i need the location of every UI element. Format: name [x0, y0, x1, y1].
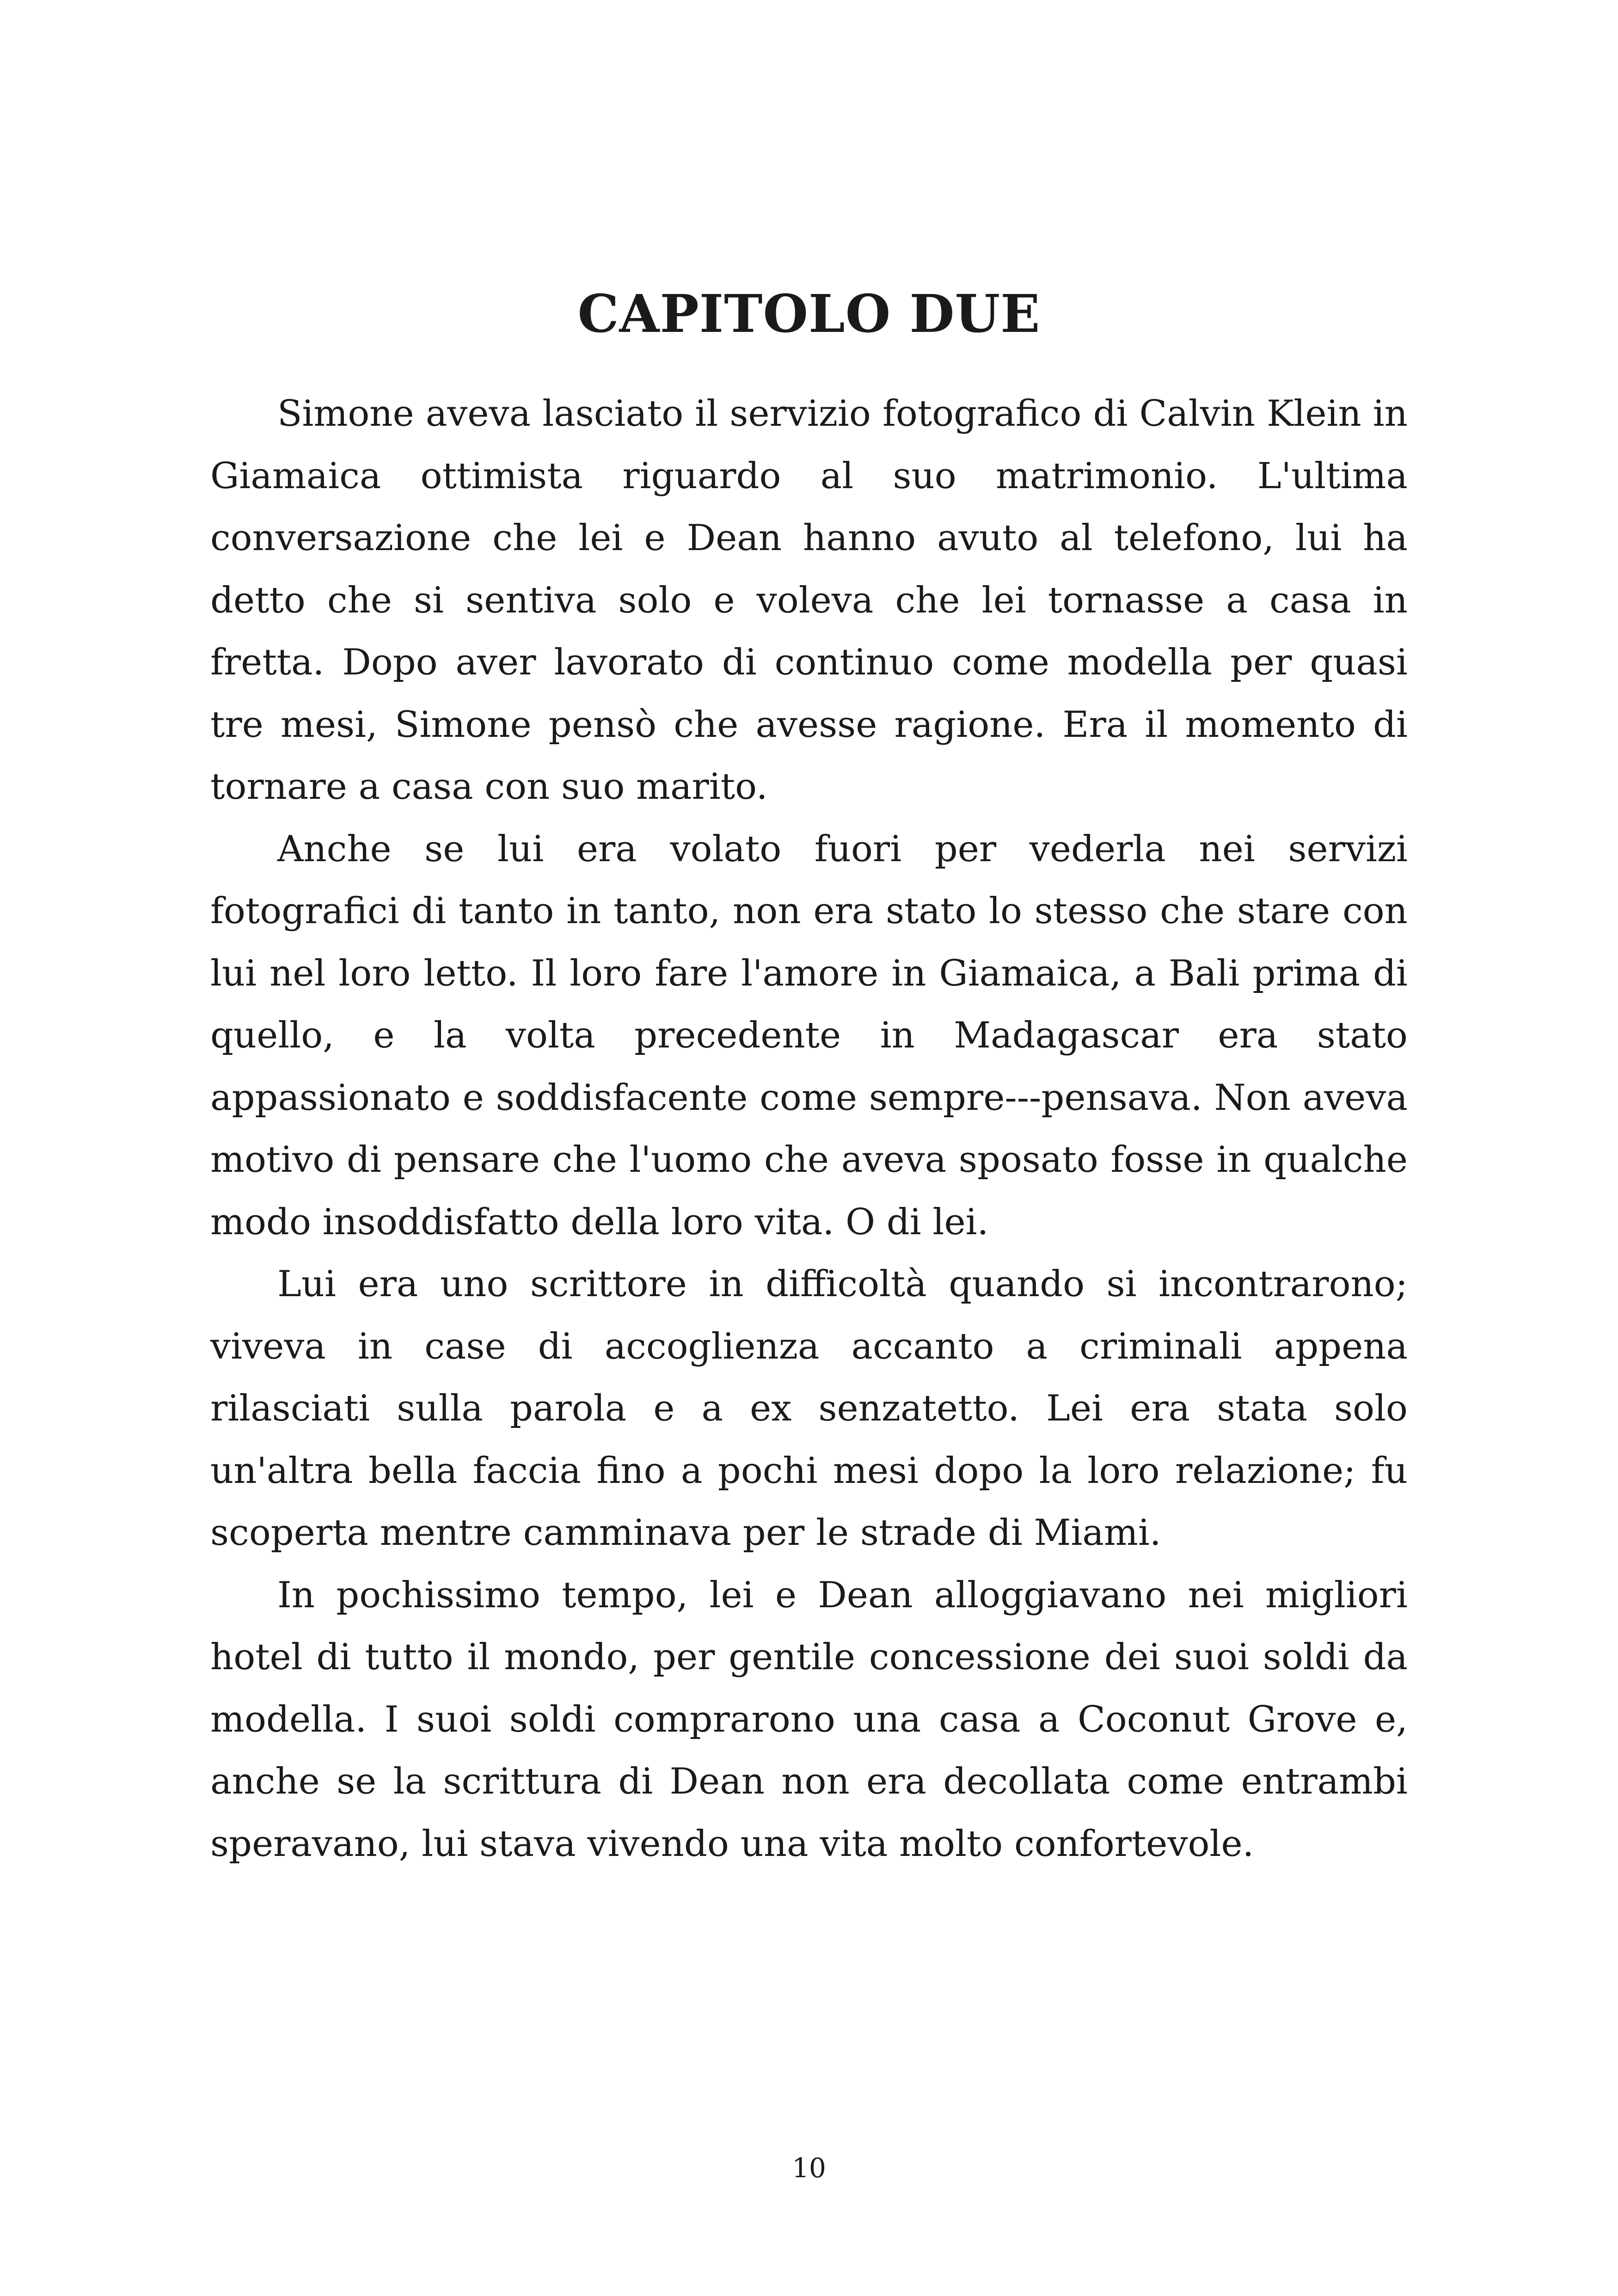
chapter-body	[210, 383, 1408, 1875]
paragraph: In pochissimo tempo, lei e Dean alloggiavano nei migliori hotel di tutto il mondo, per gentile concessione dei suoi soldi da modella. I suoi soldi comprarono una casa a Coconut Grove e, anche se la scrittura di Dean non era decollata come entrambi speravano, lui stava vivendo una vita molto confortevole.	[210, 1574, 1408, 1865]
paragraph: Lui era uno scrittore in difficoltà quando si incontrarono; viveva in case di accoglienza accanto a criminali appena rilasciati sulla parola e a ex senzatetto. Lei era stata solo un'altra bella faccia fino a pochi mesi dopo la loro relazione; fu scoperta mentre camminava per le strade di Miami.	[210, 1263, 1408, 1554]
paragraph: Simone aveva lasciato il servizio fotografico di Calvin Klein in Giamaica ottimista riguardo al suo matrimonio. L'ultima conversazione che lei e Dean hanno avuto al telefono, lui ha detto che si sentiva solo e voleva che lei tornasse a casa in fretta. Dopo aver lavorato di continuo come modella per quasi tre mesi, Simone pensò che avesse ragione. Era il momento di tornare a casa con suo marito.	[210, 393, 1408, 808]
page-number: 10	[792, 2152, 826, 2184]
chapter-title: CAPITOLO DUE	[577, 284, 1041, 344]
paragraph: Anche se lui era volato fuori per vederla nei servizi fotografici di tanto in tanto, non era stato lo stesso che stare con lui nel loro letto. Il loro fare l'amore in Giamaica, a Bali prima di quello, e la volta precedente in Madagascar era stato appassionato e soddisfacente come sempre---pensava. Non aveva motivo di pensare che l'uomo che aveva sposato fosse in qualche modo insoddisfatto della loro vita. O di lei.	[210, 828, 1408, 1243]
